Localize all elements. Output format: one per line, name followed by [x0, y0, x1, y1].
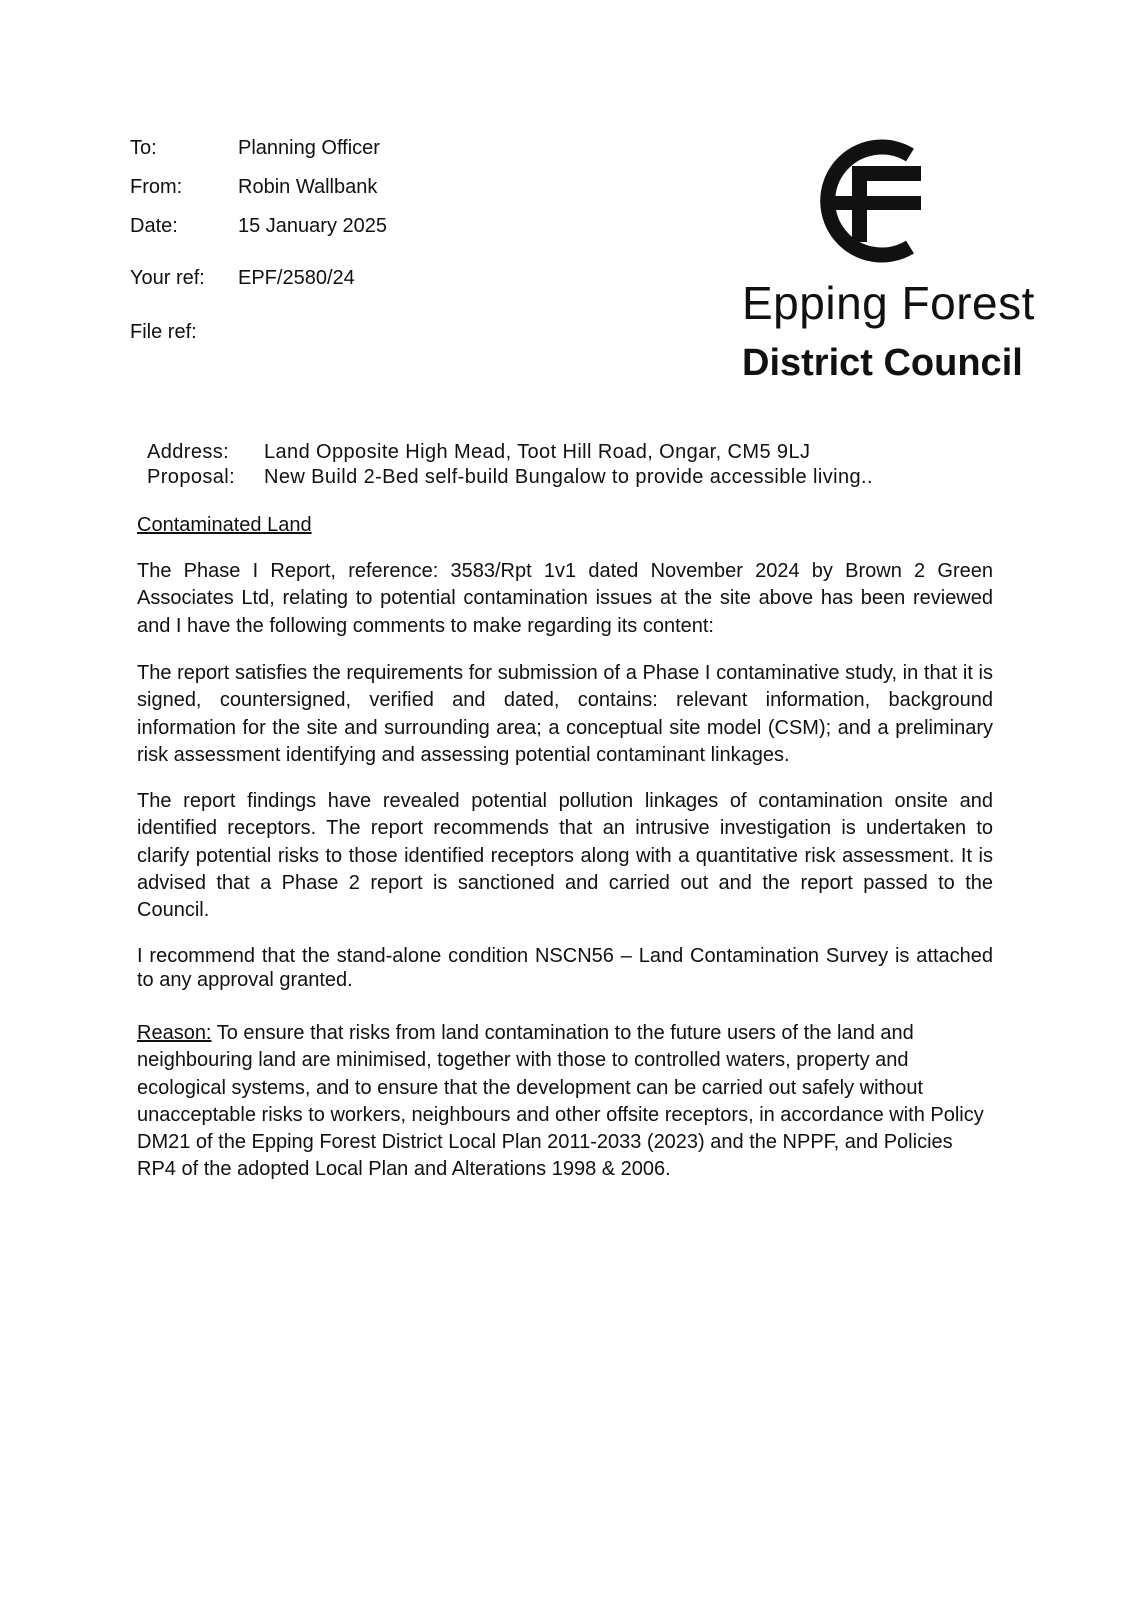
- council-logo-icon: [812, 136, 924, 266]
- memo-to-value: Planning Officer: [238, 137, 380, 159]
- section-heading: Contaminated Land: [137, 514, 312, 536]
- memo-to-label: To:: [130, 137, 157, 159]
- logo-top-bar: [852, 166, 921, 181]
- body-paragraph-3: The report findings have revealed potential pollution linkages of contamination onsite and identified receptors. The report recommends that an intrusive investigation is undertaken to clarify potential risks to those identified receptors along with a quantitative risk assessment. It is advised that a Phase 2 report is sanctioned and carried out and the report passed to the Council.: [137, 790, 993, 922]
- memo-file-ref-label: File ref:: [130, 321, 197, 343]
- organisation-name-line1: Epping Forest: [742, 277, 1035, 329]
- site-proposal-label: Proposal:: [147, 466, 236, 488]
- site-address-value: Land Opposite High Mead, Toot Hill Road, Ongar, CM5 9LJ: [264, 441, 811, 463]
- reason-label: Reason:: [137, 1022, 212, 1044]
- body-paragraph-4: I recommend that the stand-alone condition NSCN56 – Land Contamination Survey is attached to any approval granted.: [137, 945, 993, 991]
- organisation-name-line2: District Council: [742, 342, 1023, 384]
- memo-your-ref-label: Your ref:: [130, 267, 205, 289]
- body-paragraph-2: The report satisfies the requirements for submission of a Phase I contaminative study, in that it is signed, countersigned, verified and dated, contains: relevant information, background information for the site and surrounding area; a conceptual site model (CSM); and a preliminary risk assessment identifying and assessing potential contaminant linkages.: [137, 662, 993, 766]
- memo-date-value: 15 January 2025: [238, 215, 388, 237]
- memo-from-label: From:: [130, 176, 183, 198]
- body-paragraph-1: The Phase I Report, reference: 3583/Rpt 1v1 dated November 2024 by Brown 2 Green Associates Ltd, relating to potential contamination issues at the site above has been reviewed and I have the following comments to make regarding its content:: [137, 560, 993, 637]
- memo-date-label: Date:: [130, 215, 178, 237]
- memo-your-ref-value: EPF/2580/24: [238, 267, 355, 289]
- reason-text: To ensure that risks from land contamination to the future users of the land and neighbouring land are minimised, together with those to controlled waters, property and ecological systems, and to ensure that the development can be carried out safely without unacceptable risks to workers, neighbours and other offsite receptors, in accordance with Policy DM21 of the Epping Forest District Local Plan 2011-2033 (2023) and the NPPF, and Policies RP4 of the adopted Local Plan and Alterations 1998 & 2006.: [137, 1022, 984, 1181]
- site-proposal-value: New Build 2-Bed self-build Bungalow to provide accessible living..: [264, 466, 873, 488]
- logo-middle-bar: [827, 196, 921, 210]
- reason-paragraph: [137, 1020, 993, 1184]
- memo-from-value: Robin Wallbank: [238, 176, 378, 198]
- site-address-label: Address:: [147, 441, 230, 463]
